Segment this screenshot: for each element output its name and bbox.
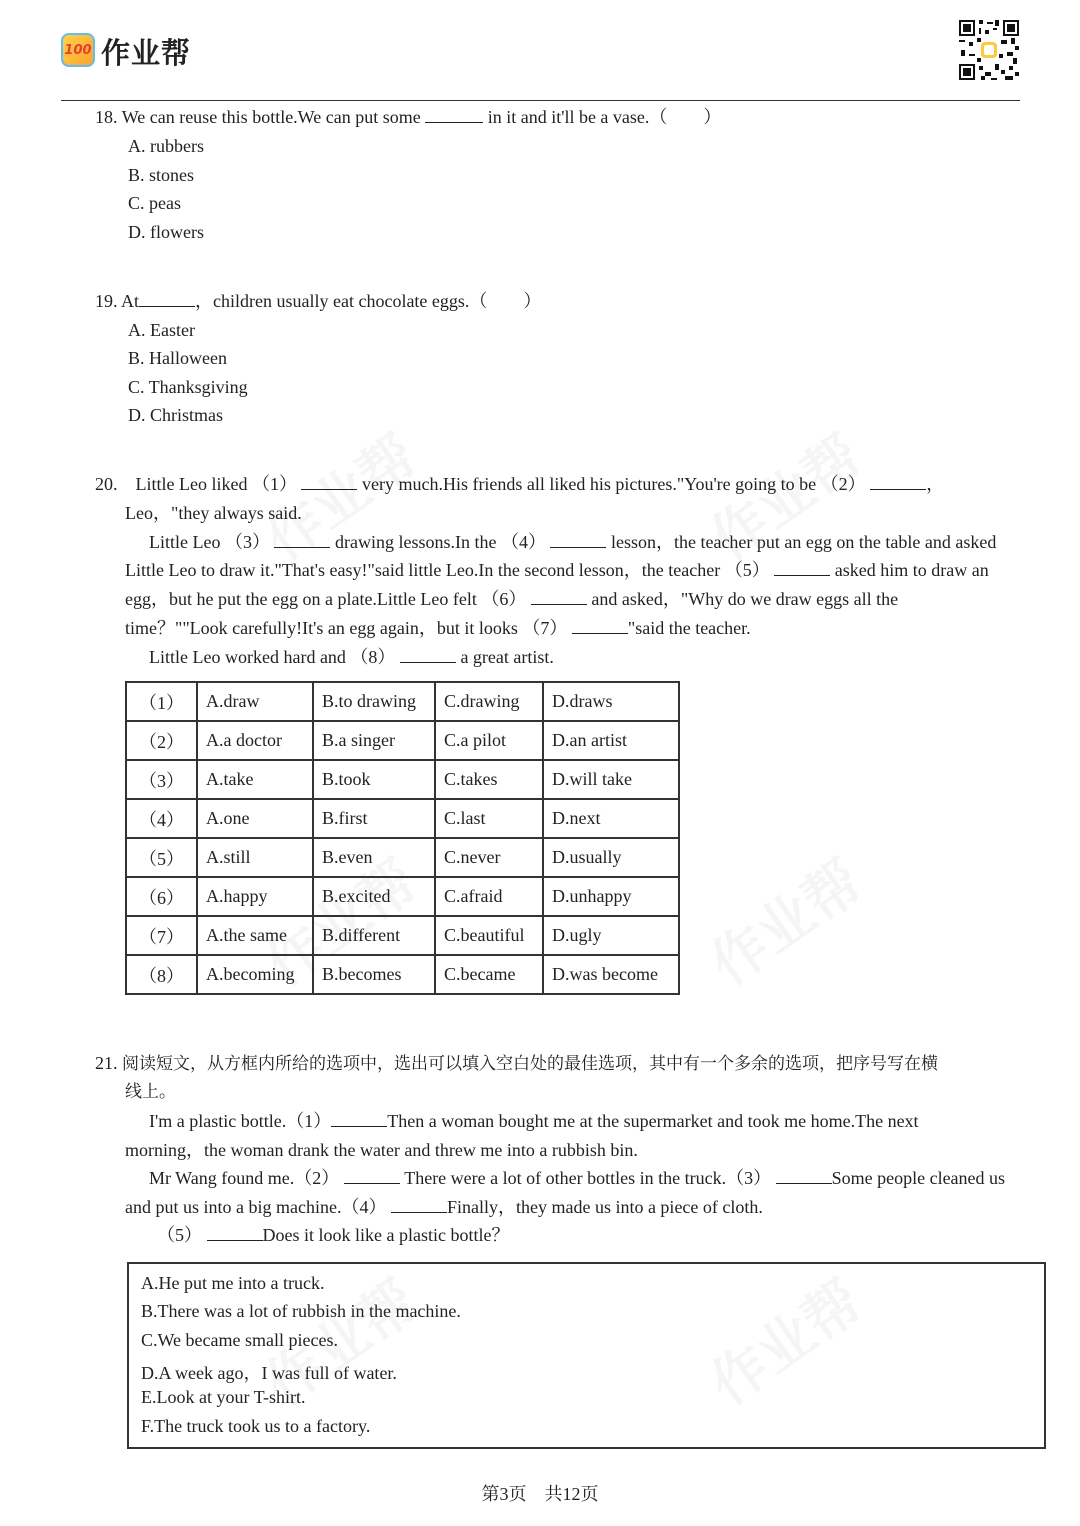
option-cell[interactable]: C.never	[435, 838, 543, 877]
stem-text: in it and it'll be a vase.（ ）	[487, 107, 722, 127]
options-table-row	[126, 799, 679, 838]
question-20-line-4	[125, 559, 989, 581]
question-21-instructions-2: 线上。	[125, 1082, 176, 1102]
blank-number: （6）	[126, 877, 197, 916]
question-number: 18.	[95, 107, 118, 127]
question-21-line-3	[149, 1167, 1005, 1189]
options-table-row	[126, 760, 679, 799]
question-21-line-1	[149, 1110, 919, 1132]
option-cell[interactable]: A.take	[197, 760, 313, 799]
option-c[interactable]: C. peas	[128, 193, 181, 213]
qr-code-icon	[957, 18, 1021, 82]
option-d[interactable]: D. Christmas	[128, 405, 224, 425]
question-21-line-2: morning，the woman drank the water and threw me into a rubbish bin.	[125, 1140, 638, 1160]
answer-blank[interactable]	[425, 106, 483, 123]
answer-blank-4[interactable]	[391, 1196, 447, 1213]
answer-blank-6[interactable]	[531, 588, 587, 605]
passage-text: Little Leo liked （1）	[135, 474, 297, 494]
answer-blank-3[interactable]	[776, 1167, 832, 1184]
answer-blank-1[interactable]	[301, 473, 357, 490]
passage-text: egg，but he put the egg on a plate.Little Leo felt （6）	[125, 589, 527, 609]
question-20-line-3	[149, 531, 996, 553]
option-cell[interactable]: D.ugly	[543, 916, 679, 955]
option-cell[interactable]: D.was become	[543, 955, 679, 994]
option-cell[interactable]: C.became	[435, 955, 543, 994]
brand-logo-text: 作业帮	[101, 36, 192, 70]
instruction-text: 阅读短文，从方框内所给的选项中，选出可以填入空白处的最佳选项，其中有一个多余的选项，把序号写在横	[122, 1054, 938, 1074]
answer-blank-4[interactable]	[550, 531, 606, 548]
brand-logo-badge: 100	[61, 33, 95, 67]
option-cell[interactable]: A.draw	[197, 682, 313, 721]
options-table-row	[126, 955, 679, 994]
option-cell[interactable]: D.unhappy	[543, 877, 679, 916]
option-cell[interactable]: B.even	[313, 838, 435, 877]
passage-text: I'm a plastic bottle.（1）	[149, 1111, 332, 1131]
question-20-line-1	[95, 473, 944, 495]
options-table-row	[126, 682, 679, 721]
option-cell[interactable]: C.a pilot	[435, 721, 543, 760]
option-cell[interactable]: C.takes	[435, 760, 543, 799]
question-21-options-box	[127, 1262, 1046, 1449]
option-a[interactable]: A. Easter	[128, 320, 195, 340]
question-20-line-5	[125, 588, 898, 610]
option-b[interactable]: B. Halloween	[128, 348, 227, 368]
answer-blank-1[interactable]	[331, 1110, 387, 1127]
option-cell[interactable]: C.last	[435, 799, 543, 838]
option-cell[interactable]: D.usually	[543, 838, 679, 877]
question-18-stem	[95, 106, 721, 128]
answer-blank-5[interactable]	[207, 1224, 263, 1241]
options-table-row	[126, 838, 679, 877]
blank-number: （8）	[126, 955, 197, 994]
option-cell[interactable]: A.happy	[197, 877, 313, 916]
stem-text: ，children usually eat chocolate eggs.（ ）	[195, 291, 542, 311]
answer-blank-8[interactable]	[400, 646, 456, 663]
passage-text: ，	[926, 474, 945, 494]
passage-text: （5）	[157, 1225, 202, 1245]
stem-text: We can reuse this bottle.We can put some	[121, 107, 421, 127]
passage-text: and put us into a big machine.（4）	[125, 1197, 387, 1217]
options-table-row	[126, 916, 679, 955]
box-option-c[interactable]: C.We became small pieces.	[141, 1330, 338, 1350]
passage-text: Finally，they made us into a piece of cloth.	[446, 1197, 763, 1217]
question-20-options-table	[125, 681, 680, 995]
passage-text: "said the teacher.	[627, 618, 751, 638]
answer-blank-5[interactable]	[774, 559, 830, 576]
blank-number: （3）	[126, 760, 197, 799]
option-cell[interactable]: C.beautiful	[435, 916, 543, 955]
options-table-row	[126, 877, 679, 916]
box-option-f[interactable]: F.The truck took us to a factory.	[141, 1416, 371, 1436]
question-number: 20.	[95, 474, 118, 494]
blank-number: （1）	[126, 682, 197, 721]
option-cell[interactable]: D.next	[543, 799, 679, 838]
passage-text: asked him to draw an	[834, 560, 989, 580]
option-cell[interactable]: B.a singer	[313, 721, 435, 760]
question-20-line-2: Leo，"they always said.	[125, 503, 302, 523]
box-option-d[interactable]: D.A week ago，I was full of water.	[141, 1363, 397, 1383]
option-cell[interactable]: B.first	[313, 799, 435, 838]
option-cell[interactable]: B.to drawing	[313, 682, 435, 721]
option-cell[interactable]: A.the same	[197, 916, 313, 955]
answer-blank-7[interactable]	[572, 617, 628, 634]
passage-text: Little Leo （3）	[149, 532, 270, 552]
option-a[interactable]: A. rubbers	[128, 136, 204, 156]
passage-text: Some people cleaned us	[831, 1168, 1006, 1188]
answer-blank-2[interactable]	[870, 473, 926, 490]
option-c[interactable]: C. Thanksgiving	[128, 377, 248, 397]
question-21-instructions-1	[95, 1052, 938, 1075]
answer-blank-2[interactable]	[344, 1167, 400, 1184]
passage-text: Little Leo to draw it."That's easy!"said little Leo.In the second lesson，the teacher （5）	[125, 560, 770, 580]
question-20-line-6	[125, 617, 751, 639]
option-cell[interactable]: A.a doctor	[197, 721, 313, 760]
passage-text: and asked，"Why do we draw eggs all the	[591, 589, 899, 609]
option-cell[interactable]: A.still	[197, 838, 313, 877]
option-cell[interactable]: B.took	[313, 760, 435, 799]
passage-text: Does it look like a plastic bottle？	[262, 1225, 510, 1245]
answer-blank-3[interactable]	[274, 531, 330, 548]
box-option-b[interactable]: B.There was a lot of rubbish in the machine.	[141, 1301, 461, 1321]
option-cell[interactable]: D.an artist	[543, 721, 679, 760]
passage-text: lesson，the teacher put an egg on the table and asked	[610, 532, 997, 552]
passage-text: drawing lessons.In the （4）	[334, 532, 546, 552]
passage-text: a great artist.	[460, 647, 554, 667]
option-cell[interactable]: A.becoming	[197, 955, 313, 994]
blank-number: （4）	[126, 799, 197, 838]
box-option-e[interactable]: E.Look at your T-shirt.	[141, 1387, 306, 1407]
blank-number: （7）	[126, 916, 197, 955]
passage-text: very much.His friends all liked his pictures."You're going to be （2）	[361, 474, 866, 494]
page-number: 第3页 共12页	[481, 1484, 599, 1504]
passage-text: Then a woman bought me at the supermarket and took me home.The next	[387, 1111, 919, 1131]
answer-blank[interactable]	[139, 290, 195, 307]
question-number: 19.	[95, 291, 118, 311]
box-option-a[interactable]: A.He put me into a truck.	[141, 1273, 325, 1293]
option-cell[interactable]: A.one	[197, 799, 313, 838]
blank-number: （2）	[126, 721, 197, 760]
stem-text: At	[121, 291, 140, 311]
question-20-line-7	[149, 646, 554, 668]
options-table-row	[126, 721, 679, 760]
passage-text: time？""Look carefully!It's an egg again，but it looks （7）	[125, 618, 568, 638]
option-cell[interactable]: B.becomes	[313, 955, 435, 994]
option-d[interactable]: D. flowers	[128, 222, 204, 242]
blank-number: （5）	[126, 838, 197, 877]
option-cell[interactable]: B.different	[313, 916, 435, 955]
option-cell[interactable]: C.drawing	[435, 682, 543, 721]
watermark	[692, 839, 876, 1001]
question-19-stem	[95, 290, 541, 312]
question-21-line-5	[157, 1224, 509, 1246]
header-divider	[61, 100, 1020, 101]
option-cell[interactable]: D.draws	[543, 682, 679, 721]
option-cell[interactable]: D.will take	[543, 760, 679, 799]
passage-text: Mr Wang found me.（2）	[149, 1168, 340, 1188]
passage-text: There were a lot of other bottles in the truck.（3）	[404, 1168, 772, 1188]
passage-text: Little Leo worked hard and （8）	[149, 647, 396, 667]
option-b[interactable]: B. stones	[128, 165, 195, 185]
question-number: 21.	[95, 1053, 118, 1073]
option-cell[interactable]: B.excited	[313, 877, 435, 916]
question-21-line-4	[125, 1196, 763, 1218]
option-cell[interactable]: C.afraid	[435, 877, 543, 916]
